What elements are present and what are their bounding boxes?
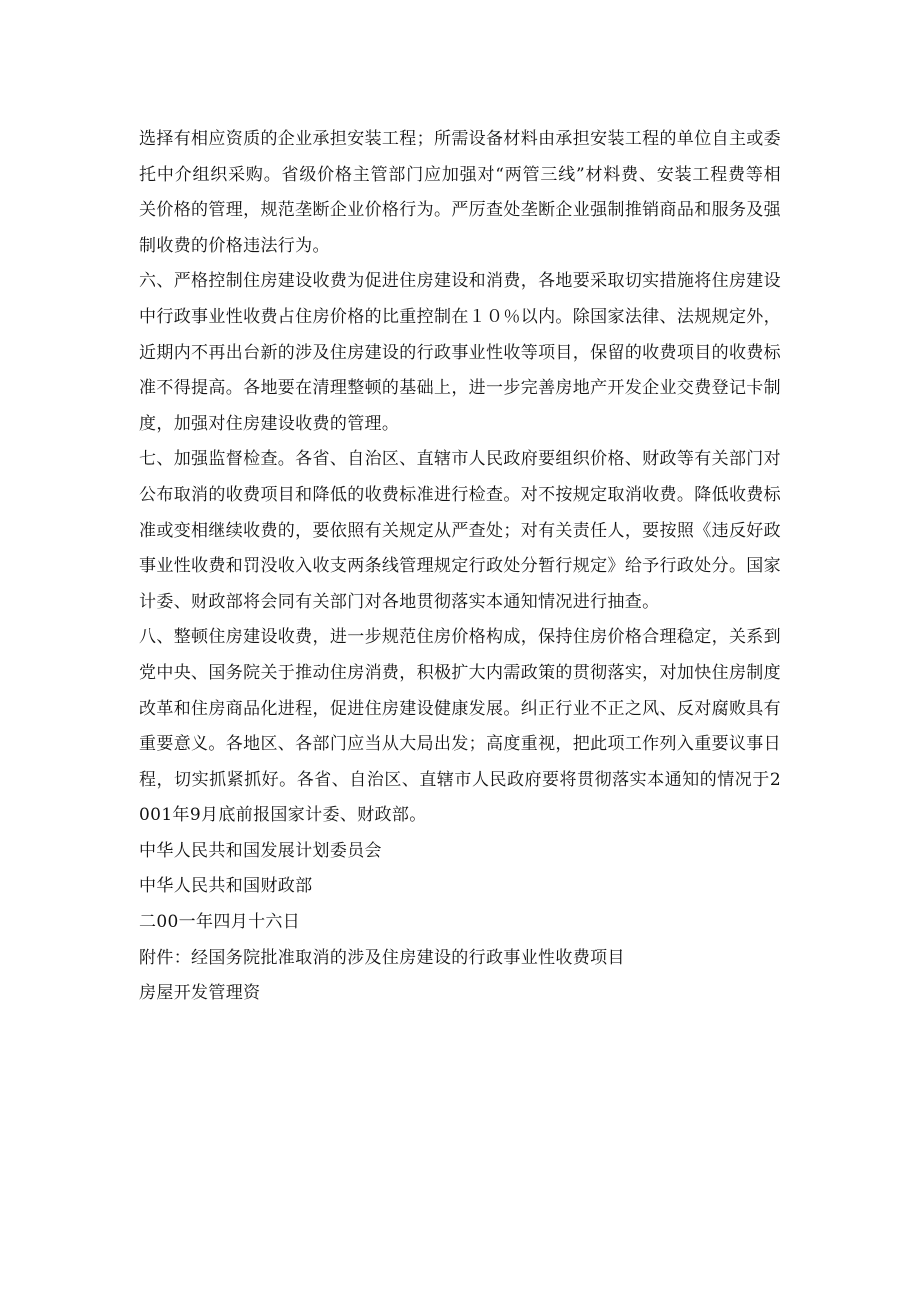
attachment-first-item: 房屋开发管理资 — [139, 983, 261, 1004]
paragraph-procurement: 选择有相应资质的企业承担安装工程；所需设备材料由承担安装工程的单位自主或委托中介组织采购。省级价格主管部门应加强对“两管三线”材料费、安装工程费等相关价格的管理，规范垄断企业价格行为。严厉查处垄断企业强制推销商品和服务及强制收费的价格违法行为。 — [139, 129, 781, 256]
paragraph-item-eight: 八、整顿住房建设收费，进一步规范住房价格构成，保持住房价格合理稳定，关系到党中央、国务院关于推动住房消费，积极扩大内需政策的贯彻落实，对加快住房制度改革和住房商品化进程，促进住房建设健康发展。纠正行业不正之风、反对腐败具有重要意义。各地区、各部门应当从大局出发；高度重视，把此项工作列入重要议事日程，切实抓紧抓好。各省、自治区、直辖市人民政府要将贯彻落实本通知的情况于2001年9月底前报国家计委、财政部。 — [139, 627, 781, 826]
document-date: 二00一年四月十六日 — [139, 912, 301, 933]
document-body — [139, 122, 781, 1012]
signature-ministry-of-finance: 中华人民共和国财政部 — [139, 876, 313, 897]
attachment-title: 附件：经国务院批准取消的涉及住房建设的行政事业性收费项目 — [139, 947, 625, 968]
paragraph-item-seven: 七、加强监督检查。各省、自治区、直辖市人民政府要组织价格、财政等有关部门对公布取消的收费项目和降低的收费标准进行检查。对不按规定取消收费。降低收费标准或变相继续收费的，要依照有关规定从严查处；对有关责任人，要按照《违反好政事业性收费和罚没收入收支两条线管理规定行政处分暂行规定》给予行政处分。国家计委、财政部将会同有关部门对各地贯彻落实本通知情况进行抽查。 — [139, 449, 781, 612]
signature-planning-commission: 中华人民共和国发展计划委员会 — [139, 840, 382, 861]
paragraph-item-six: 六、严格控制住房建设收费为促进住房建设和消费，各地要采取切实措施将住房建设中行政事业性收费占住房价格的比重控制在１０％以内。除国家法律、法规规定外，近期内不再出台新的涉及住房建设的行政事业性收等项目，保留的收费项目的收费标准不得提高。各地要在清理整顿的基础上，进一步完善房地产开发企业交费登记卡制度，加强对住房建设收费的管理。 — [139, 271, 781, 434]
